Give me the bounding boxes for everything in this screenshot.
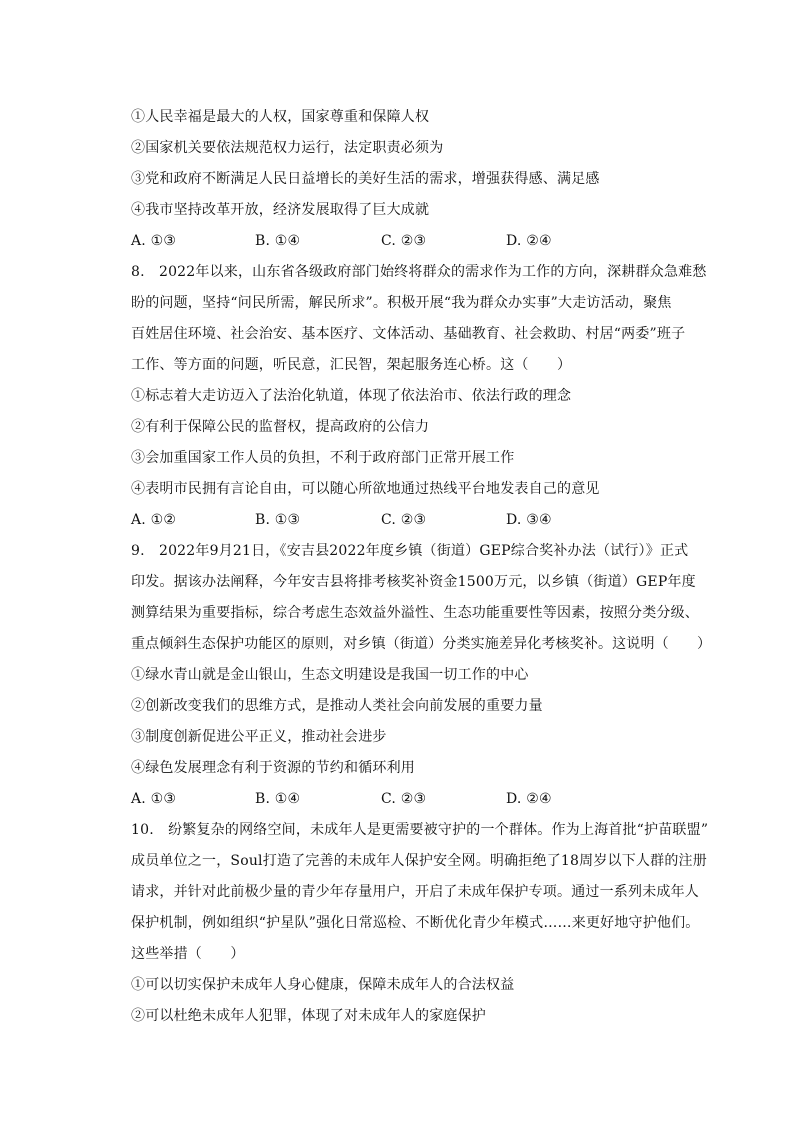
q8-choices	[131, 505, 711, 536]
q7-option-1: ①人民幸福是最大的人权，国家尊重和保障人权	[131, 109, 430, 125]
q8-stem-line-3: 百姓居住环境、社会治安、基本医疗、文体活动、基础教育、社会救助、村居“两委”班子	[131, 326, 686, 342]
question-10	[131, 815, 711, 1032]
q9-option-1: ①绿水青山就是金山银山，生态文明建设是我国一切工作的中心	[131, 667, 529, 683]
q7-option-3: ③党和政府不断满足人民日益增长的美好生活的需求，增强获得感、满足感	[131, 171, 600, 187]
q9-option-3: ③制度创新促进公平正义，推动社会进步	[131, 729, 387, 745]
q10-option-2: ②可以杜绝未成年人犯罪，体现了对未成年人的家庭保护	[131, 1008, 486, 1024]
q7-option-4: ④我市坚持改革开放，经济发展取得了巨大成就	[131, 202, 430, 218]
question-7	[131, 102, 711, 257]
q9-option-2: ②创新改变我们的思维方式，是推动人类社会向前发展的重要力量	[131, 698, 543, 714]
q10-stem-line-2: 成员单位之一，Soul打造了完善的未成年人保护安全网。明确拒绝了18周岁以下人群的注册	[131, 853, 707, 869]
q10-option-1: ①可以切实保护未成年人身心健康，保障未成年人的合法权益	[131, 977, 515, 993]
q7-option-2: ②国家机关要依法规范权力运行，法定职责必须为	[131, 140, 444, 156]
q8-choice-d: D. ③④	[506, 512, 552, 528]
q9-choice-b: B. ①④	[255, 791, 301, 807]
q9-stem-line-1: 9. 2022年9月21日，《安吉县2022年度乡镇（街道）GEP综合奖补办法（试行）》正式	[131, 543, 689, 559]
q10-stem-line-3: 请求，并针对此前极少量的青少年存量用户，开启了未成年保护专项。通过一系列未成年人	[131, 884, 699, 900]
q8-option-2: ②有利于保障公民的监督权，提高政府的公信力	[131, 419, 430, 435]
q8-option-3: ③会加重国家工作人员的负担，不利于政府部门正常开展工作	[131, 450, 515, 466]
q9-option-4: ④绿色发展理念有利于资源的节约和循环利用	[131, 760, 415, 776]
q8-choice-a: A. ①②	[131, 512, 177, 528]
q9-stem-line-4: 重点倾斜生态保护功能区的原则，对乡镇（街道）分类实施差异化考核奖补。这说明（ ）	[131, 636, 712, 652]
question-9	[131, 536, 711, 815]
q7-choice-d: D. ②④	[506, 233, 552, 249]
q9-choice-a: A. ①③	[131, 791, 177, 807]
question-8	[131, 257, 711, 536]
q8-stem-line-1: 8. 2022年以来，山东省各级政府部门始终将群众的需求作为工作的方向，深耕群众急难愁	[131, 264, 707, 280]
q8-option-4: ④表明市民拥有言论自由，可以随心所欲地通过热线平台地发表自己的意见	[131, 481, 600, 497]
q9-choice-c: C. ②③	[381, 791, 427, 807]
q7-choice-b: B. ①④	[255, 233, 301, 249]
q7-choice-a: A. ①③	[131, 233, 177, 249]
q9-choice-d: D. ②④	[506, 791, 552, 807]
q10-stem-line-5: 这些举措（ ）	[131, 946, 245, 962]
q9-stem-line-3: 测算结果为重要指标，综合考虑生态效益外溢性、生态功能重要性等因素，按照分类分级、	[131, 605, 699, 621]
q9-choices	[131, 784, 711, 815]
q8-stem-line-2: 盼的问题，坚持“问民所需，解民所求”。积极开展“我为群众办实事”大走访活动，聚焦	[131, 295, 672, 311]
q7-choices	[131, 226, 711, 257]
q7-choice-c: C. ②③	[381, 233, 427, 249]
q8-choice-c: C. ②③	[381, 512, 427, 528]
q8-option-1: ①标志着大走访迈入了法治化轨道，体现了依法治市、依法行政的理念	[131, 388, 572, 404]
q10-stem-line-1: 10. 纷繁复杂的网络空间，未成年人是更需要被守护的一个群体。作为上海首批“护苗联盟”	[131, 822, 709, 838]
q10-stem-line-4: 保护机制，例如组织“护星队”强化日常巡检、不断优化青少年模式……来更好地守护他们。	[131, 915, 700, 931]
q8-choice-b: B. ①③	[255, 512, 301, 528]
q8-stem-line-4: 工作、等方面的问题，听民意，汇民智，架起服务连心桥。这（ ）	[131, 357, 572, 373]
q9-stem-line-2: 印发。据该办法阐释，今年安吉县将排考核奖补资金1500万元，以乡镇（街道）GEP年度	[131, 574, 696, 590]
question-content	[131, 102, 711, 1032]
